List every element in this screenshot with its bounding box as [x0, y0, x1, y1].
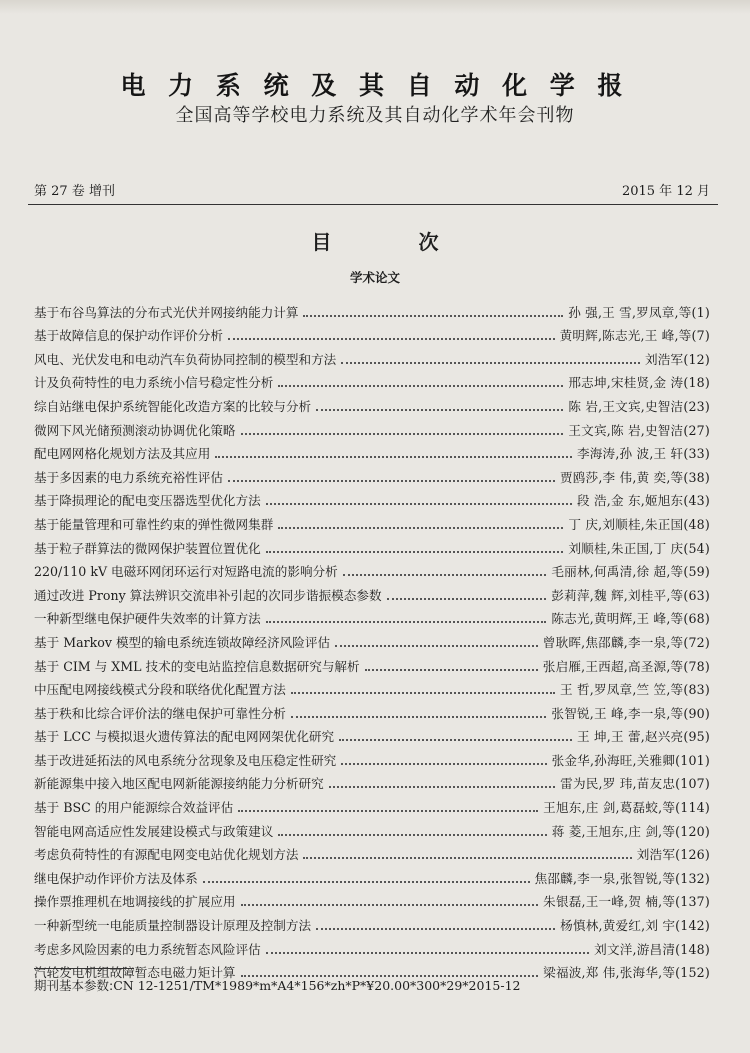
toc-entry-authors: 刘浩军(12): [644, 351, 710, 367]
toc-entry[interactable]: [34, 675, 710, 699]
toc-entry[interactable]: [34, 816, 710, 840]
toc-entry-authors: 王 坤,王 蕾,赵兴亮(95): [576, 729, 710, 745]
dot-leader: [228, 338, 555, 340]
toc-entry-authors: 张启雁,王西超,高圣源,等(78): [542, 658, 710, 674]
toc-entry-title: 继电保护动作评价方法及体系: [34, 870, 198, 886]
journal-subtitle: 全国高等学校电力系统及其自动化学术年会刊物: [175, 105, 575, 126]
toc-entry-title: 基于秩和比综合评价法的继电保护可靠性分析: [34, 705, 286, 721]
toc-entry-title: 基于 BSC 的用户能源综合效益评估: [34, 800, 234, 816]
toc-entry-authors: 曾耿晖,焦邵麟,李一泉,等(72): [542, 634, 710, 650]
toc-entry-authors: 王文宾,陈 岩,史智洁(27): [568, 422, 710, 438]
dot-leader: [266, 551, 564, 553]
dot-leader: [291, 692, 555, 694]
toc-entry-authors: 陈志光,黄明辉,王 峰,等(68): [551, 611, 710, 627]
toc-entry[interactable]: [34, 509, 710, 533]
toc-entry-authors: 刘浩军(126): [636, 847, 710, 863]
dot-leader: [266, 952, 589, 954]
toc-entry-authors: 陈 岩,王文宾,史智洁(23): [568, 398, 710, 414]
toc-entry-authors: 刘文洋,游昌清(148): [594, 941, 710, 957]
toc-entry-title: 基于粒子群算法的微网保护装置位置优化: [34, 540, 261, 556]
top-strip: [0, 0, 750, 14]
toc-entry[interactable]: [34, 486, 710, 510]
toc-entry-title: 220/110 kV 电磁环网闭环运行对短路电流的影响分析: [34, 564, 338, 580]
toc-entry-title: 计及负荷特性的电力系统小信号稳定性分析: [34, 375, 274, 391]
toc-entry[interactable]: [34, 533, 710, 557]
toc-entry-title: 中压配电网接线模式分段和联络优化配置方法: [34, 682, 286, 698]
dot-leader: [341, 362, 640, 364]
toc-entry-title: 一种新型统一电能质量控制器设计原理及控制方法: [34, 918, 312, 934]
dot-leader: [241, 433, 564, 435]
toc-entry[interactable]: [34, 792, 710, 816]
dot-leader: [316, 409, 563, 411]
toc-entry[interactable]: [34, 840, 710, 864]
section-heading: 学术论文: [349, 270, 400, 285]
dot-leader: [278, 527, 563, 529]
dot-leader: [335, 645, 538, 647]
toc-entry[interactable]: [34, 368, 710, 392]
dot-leader: [316, 928, 555, 930]
issue-date: 2015 年 12 月: [621, 184, 710, 199]
toc-entry-title: 一种新型继电保护硬件失效率的计算方法: [34, 611, 261, 627]
toc-entry[interactable]: [34, 769, 710, 793]
dot-leader: [228, 480, 555, 482]
footer: [34, 976, 520, 994]
toc-entry-authors: 邢志坤,宋桂贤,金 涛(18): [568, 375, 710, 391]
footer-label: 期刊基本参数:: [34, 978, 114, 993]
toc-entry-title: 基于能量管理和可靠性约束的弹性微网集群: [34, 516, 274, 532]
dot-leader: [203, 881, 530, 883]
toc-entry-title: 基于 CIM 与 XML 技术的变电站监控信息数据研究与解析: [34, 658, 360, 674]
dot-leader: [341, 763, 546, 765]
dot-leader: [329, 786, 556, 788]
toc-entry-title: 基于多因素的电力系统充裕性评估: [34, 469, 223, 485]
dot-leader: [365, 669, 538, 671]
toc-entry[interactable]: [34, 297, 710, 321]
toc-entry[interactable]: [34, 627, 710, 651]
toc-entry-authors: 刘顺桂,朱正国,丁 庆(54): [568, 540, 710, 556]
toc-entry[interactable]: [34, 557, 710, 581]
dot-leader: [291, 716, 547, 718]
toc-entry[interactable]: [34, 344, 710, 368]
dot-leader: [215, 456, 572, 458]
dot-leader: [266, 503, 572, 505]
toc-entry[interactable]: [34, 321, 710, 345]
dot-leader: [278, 834, 546, 836]
toc-entry-authors: 段 浩,金 东,姬旭东(43): [576, 493, 710, 509]
toc-entry-authors: 张金华,孙海旺,关雅卿(101): [551, 752, 710, 768]
toc-entry-title: 汽轮发电机组故障暂态电磁力矩计算: [34, 965, 236, 981]
dot-leader: [238, 810, 538, 812]
toc-entry-title: 综自站继电保护系统智能化改造方案的比较与分析: [34, 398, 312, 414]
toc-entry-title: 考虑多风险因素的电力系统暂态风险评估: [34, 941, 261, 957]
toc-entry[interactable]: [34, 651, 710, 675]
toc-list: [34, 297, 710, 981]
toc-entry-authors: 贾鸥莎,李 伟,黄 奕,等(38): [559, 469, 710, 485]
toc-heading: 目 次: [311, 230, 479, 254]
toc-entry[interactable]: [34, 415, 710, 439]
footer-params: CN 12-1251/TM*1989*m*A4*156*zh*P*¥20.00*300*29*2015-12: [113, 978, 521, 993]
toc-entry[interactable]: [34, 745, 710, 769]
header-divider: [28, 204, 718, 205]
toc-entry-title: 新能源集中接入地区配电网新能源接纳能力分析研究: [34, 776, 324, 792]
issue-volume: 第 27 卷 增刊: [34, 184, 115, 199]
toc-entry-authors: 丁 庆,刘顺桂,朱正国(48): [568, 516, 710, 532]
toc-entry[interactable]: [34, 391, 710, 415]
dot-leader: [278, 385, 563, 387]
toc-entry[interactable]: [34, 887, 710, 911]
toc-entry-title: 基于故障信息的保护动作评价分析: [34, 328, 223, 344]
toc-entry-authors: 王 哲,罗凤章,竺 笠,等(83): [559, 682, 710, 698]
toc-entry-title: 基于改进延拓法的风电系统分岔现象及电压稳定性研究: [34, 752, 337, 768]
footer-divider: [34, 968, 134, 969]
journal-title: 电 力 系 统 及 其 自 动 化 学 报: [120, 71, 630, 100]
dot-leader: [266, 621, 547, 623]
toc-entry-authors: 雷为民,罗 玮,苗友忠(107): [560, 776, 710, 792]
toc-entry[interactable]: [34, 439, 710, 463]
dot-leader: [303, 315, 563, 317]
toc-entry[interactable]: [34, 934, 710, 958]
toc-entry-title: 基于降损理论的配电变压器选型优化方法: [34, 493, 261, 509]
toc-entry-title: 通过改进 Prony 算法辨识交流串补引起的次同步谐振模态参数: [34, 587, 382, 603]
toc-entry[interactable]: [34, 722, 710, 746]
dot-leader: [303, 857, 631, 859]
toc-entry-authors: 朱银磊,王一峰,贺 楠,等(137): [543, 894, 710, 910]
toc-entry-authors: 黄明辉,陈志光,王 峰,等(7): [559, 328, 710, 344]
toc-entry[interactable]: [34, 462, 710, 486]
toc-entry[interactable]: [34, 910, 710, 934]
toc-entry-title: 风电、光伏发电和电动汽车负荷协同控制的模型和方法: [34, 351, 337, 367]
toc-entry-authors: 李海涛,孙 波,王 轩(33): [576, 446, 710, 462]
toc-entry-authors: 蒋 菱,王旭东,庄 剑,等(120): [551, 823, 710, 839]
toc-entry-title: 基于 Markov 模型的输电系统连锁故障经济风险评估: [34, 634, 331, 650]
issue-info: [34, 180, 710, 202]
toc-entry-authors: 焦邵麟,李一泉,张智锐,等(132): [534, 870, 710, 886]
toc-entry-authors: 孙 强,王 雪,罗凤章,等(1): [568, 304, 710, 320]
toc-entry[interactable]: [34, 698, 710, 722]
dot-leader: [241, 904, 539, 906]
toc-entry[interactable]: [34, 604, 710, 628]
toc-entry-authors: 彭莉萍,魏 辉,刘桂平,等(63): [551, 587, 710, 603]
toc-entry-title: 配电网网格化规划方法及其应用: [34, 446, 211, 462]
toc-entry-authors: 王旭东,庄 剑,葛磊蛟,等(114): [543, 800, 710, 816]
toc-entry-title: 操作票推理机在地调接线的扩展应用: [34, 894, 236, 910]
toc-entry-title: 考虑负荷特性的有源配电网变电站优化规划方法: [34, 847, 299, 863]
toc-entry-authors: 梁福波,郑 伟,张海华,等(152): [543, 965, 710, 981]
toc-entry-title: 基于 LCC 与模拟退火遗传算法的配电网网架优化研究: [34, 729, 335, 745]
toc-entry[interactable]: [34, 863, 710, 887]
toc-entry-authors: 杨慎林,黄爱红,刘 宇(142): [560, 918, 710, 934]
dot-leader: [387, 598, 547, 600]
toc-entry-title: 微网下风光储预测滚动协调优化策略: [34, 422, 236, 438]
toc-entry[interactable]: [34, 580, 710, 604]
toc-entry-title: 基于布谷鸟算法的分布式光伏并网接纳能力计算: [34, 304, 299, 320]
dot-leader: [343, 574, 547, 576]
toc-entry-authors: 毛丽林,何禹清,徐 超,等(59): [551, 564, 710, 580]
dot-leader: [339, 739, 572, 741]
toc-entry-authors: 张智锐,王 峰,李一泉,等(90): [551, 705, 710, 721]
toc-entry-title: 智能电网高适应性发展建设模式与政策建议: [34, 823, 274, 839]
